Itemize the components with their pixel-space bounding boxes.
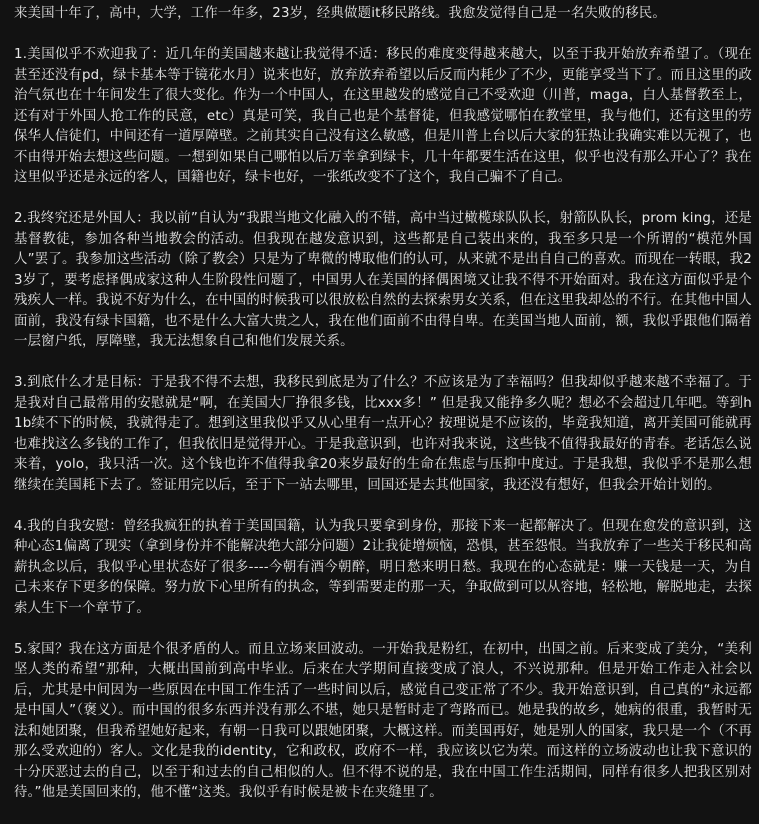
section-4-paragraph: 4.我的自我安慰：曾经我疯狂的执着于美国国籍，认为我只要拿到身份，那接下来一起都解决了。但现在愈发的意识到，这种心态1偏离了现实（拿到身份并不能解决绝大部分问题）2让我徒增烦恼，恐惧，甚至怨恨。当我放弃了一些关于移民和高薪执念以后，我似乎心里状态好了很多----今朝有酒今朝醉，明日愁来明日愁。我现在的心态就是：赚一天钱是一天，为自己未来存下更多的保障。努力放下心里所有的执念，等到需要走的那一天，争取做到可以从容地，轻松地，解脱地走，去探索人生下一个章节了。 xyxy=(14,518,752,616)
section-1-paragraph: 1.美国似乎不欢迎我了：近几年的美国越来越让我觉得不适：移民的难度变得越来越大，以至于我开始放弃希望了。（现在甚至还没有pd，绿卡基本等于镜花水月）说来也好，放弃放弃希望以后反而内耗少了不少，更能享受当下了。而且这里的政治气氛也在十年间发生了很大变化。作为一个中国人，在这里越发的感觉自己不受欢迎（川普，maga，白人基督教至上，还有对于外国人抢工作的民意，etc）真是可笑，我自己也是个基督徒，但我感觉哪怕在教堂里，我与他们，还有这里的劳保华人信徒们，中间还有一道厚障壁。之前其实自己没有这么敏感，但是川普上台以后大家的狂热让我确实难以无视了，也不由得开始去想这些问题。一想到如果自己哪怕以后万幸拿到绿卡，几十年都要生活在这里，似乎也没有那么开心了？我在这里似乎还是永远的客人，国籍也好，绿卡也好，一张纸改变不了这个，我自己骗不了自己。 xyxy=(14,47,752,185)
intro-paragraph: 来美国十年了，高中，大学，工作一年多，23岁，经典做题it移民路线。我愈发觉得自己是一名失败的移民。 xyxy=(14,6,666,21)
post-body xyxy=(14,4,752,824)
section-2-paragraph: 2.我终究还是外国人：我以前”自认为“我跟当地文化融入的不错，高中当过橄榄球队队长，射箭队队长，prom king，还是基督教徒，参加各种当地教会的活动。但我现在越发意识到，这些都是自己装出来的，我至多只是一个所谓的“模范外国人”罢了。我参加这些活动（除了教会）只是为了卑微的博取他们的认可，从来就不是出自自己的喜欢。而现在一转眼，我23岁了，要考虑择偶成家这种人生阶段性问题了，中国男人在美国的择偶困境又让我不得不开始面对。我在这方面似乎是个残疾人一样。我说不好为什么，在中国的时候我可以很放松自然的去探索男女关系，但在这里我却怂的不行。在其他中国人面前，我没有绿卡国籍，也不是什么大富大贵之人，我在他们面前不由得自卑。在美国当地人面前，额，我似乎跟他们隔着一层窗户纸，厚障壁，我无法想象自己和他们发展关系。 xyxy=(14,211,752,349)
section-5-paragraph: 5.家国？我在这方面是个很矛盾的人。而且立场来回波动。一开始我是粉红，在初中，出国之前。后来变成了美分，“美利坚人类的希望”那种，大概出国前到高中毕业。后来在大学期间直接变成了浪人，不兴说那种。但是开始工作走入社会以后，尤其是中间因为一些原因在中国工作生活了一些时间以后，感觉自己变正常了不少。我开始意识到，自己真的“永远都是中国人”（褒义）。而中国的很多东西并没有那么不堪，她只是暂时走了弯路而已。她是我的故乡，她病的很重，我暂时无法和她团聚，但我希望她好起来，有朝一日我可以跟她团聚，大概这样。而美国再好，她是别人的国家，我只是一个（不再那么受欢迎的）客人。文化是我的identity，它和政权，政府不一样，我应该以它为荣。而这样的立场波动也让我下意识的十分厌恶过去的自己，以至于和过去的自己相似的人。但不得不说的是，我在中国工作生活期间，同样有很多人把我区别对待。”他是美国回来的，他不懂“这类。我似乎有时候是被卡在夹缝里了。 xyxy=(14,641,752,800)
section-3-paragraph: 3.到底什么才是目标：于是我不得不去想，我移民到底是为了什么？不应该是为了幸福吗？但我却似乎越来越不幸福了。于是我对自己最常用的安慰就是“啊，在美国大厂挣很多钱，比xxx多！” 但是我又能挣多久呢？想必不会超过几年吧。等到h1b续不下的时候，我就得走了。想到这里我似乎又从心里有一点开心？按理说是不应该的，毕竟我知道，离开美国可能就再也难找这么多钱的工作了，但我依旧是觉得开心。于是我意识到，也许对我来说，这些钱不值得我最好的青春。老话怎么说来着，yolo，我只活一次。这个钱也许不值得我拿20来岁最好的生命在焦虑与压抑中度过。于是我想，我似乎不是那么想继续在美国耗下去了。签证用完以后，至于下一站去哪里，回国还是去其他国家，我还没有想好，但我会开始计划的。 xyxy=(14,375,752,493)
